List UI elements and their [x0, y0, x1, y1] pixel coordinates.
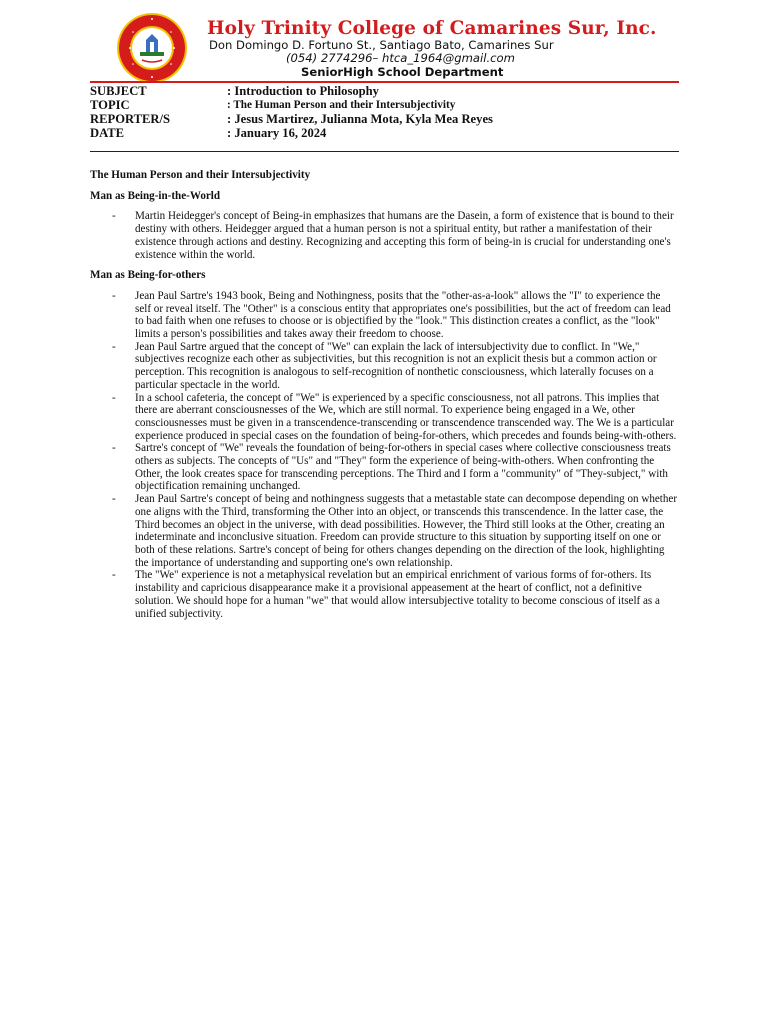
letterhead	[0, 0, 768, 82]
list-item-text: Jean Paul Sartre's 1943 book, Being and Nothingness, posits that the "other-as-a-look" allows the "I" to experience the self or reveal itself. The "Other" is a conscious entity that appropriates one's possibilities, but the act of freedom can lead to bad faith when one refuses to choose or is objectified by the "look." This distinction creates a conflict, as the "look" limits a person's possibilities and takes away their freedom to choose.	[135, 289, 671, 341]
report-meta	[90, 84, 680, 140]
list-item-text: Jean Paul Sartre's concept of being and nothingness suggests that a metastable state can decompose depending on whether one aligns with the Third, transforming the Other into an object, or transcends this transcendence. In the latter case, the Third becomes an object in the universe, with dead possibilities. However, the Third still looks at the Other, creating an indeterminate and inconclusive situation. Freedom can provide structure to this situation by supporting itself on one or both of these relations. Sartre's concept of being for others changes depending on the direction of the look, highlighting the importance of understanding and supporting one's own relationship.	[135, 493, 678, 569]
meta-row-date	[90, 126, 680, 140]
header-divider	[90, 81, 679, 83]
school-seal-icon	[116, 12, 188, 84]
list-item-text: Jean Paul Sartre argued that the concept of "We" can explain the lack of intersubjectivity due to conflict. In "We," subjectives recognize each other as subjectivities, but this recognition is not an explicit thesis but a common action or perception. This recognition is analogous to self-recognition of nonthetic consciousness, which laterally focuses on a particular spectacle in the world.	[135, 340, 657, 391]
meta-value: : Introduction to Philosophy	[227, 84, 379, 98]
meta-label: TOPIC	[90, 98, 130, 112]
meta-label: DATE	[90, 126, 125, 140]
list-item	[90, 392, 678, 443]
meta-divider	[90, 151, 679, 152]
list-item-text: Sartre's concept of "We" reveals the foundation of being-for-others in special cases where collective consciousness treats others as subjects. The concepts of "Us" and "They" form the experience of being-with-others. When confronting the Other, the look creates space for transcending perceptions. The Third and I form a "community" of "They-subject," with objectification remaining unchanged.	[135, 442, 671, 493]
list-item	[90, 341, 678, 392]
document-body	[90, 169, 678, 628]
section-heading: Man as Being-for-others	[90, 269, 206, 282]
bullet-dash-icon: -	[112, 289, 116, 302]
bullet-dash-icon: -	[112, 340, 116, 353]
bullet-list	[90, 290, 678, 620]
bullet-dash-icon: -	[112, 493, 116, 506]
bullet-dash-icon: -	[112, 391, 116, 404]
meta-row-subject	[90, 84, 680, 98]
bullet-dash-icon: -	[112, 210, 116, 223]
school-address: Don Domingo D. Fortuno St., Santiago Bato, Camarines Sur	[209, 38, 554, 52]
list-item-text: In a school cafeteria, the concept of "We" is experienced by a specific consciousness, not all patrons. This implies that there are aberrant consciousnesses of the We, which are still normal. To experience being engaged in a We, other consciousnesses must be given in a transcendence-transcending or transcendence transcended way. The We is a particular experience produced in special cases on the foundation of being-for-others, which precedes and founds being-with-others.	[135, 391, 677, 442]
list-item	[90, 442, 678, 493]
list-item	[90, 290, 678, 341]
meta-label: REPORTER/S	[90, 112, 171, 126]
document-title: The Human Person and their Intersubjectivity	[90, 169, 311, 181]
list-item	[90, 569, 678, 620]
list-item	[90, 493, 678, 569]
list-item-text: Martin Heidegger's concept of Being-in emphasizes that humans are the Dasein, a form of existence that is bound to their destiny with others. Heidegger argued that a human person is not a spiritual entity, but rather a manifestation of their existence through actions and destiny. Recognizing and accepting this form of being-in is crucial for understanding one's existence within the world.	[135, 210, 674, 261]
list-item	[90, 210, 678, 261]
school-name: Holy Trinity College of Camarines Sur, Inc.	[207, 18, 657, 39]
meta-value: : Jesus Martirez, Julianna Mota, Kyla Mea Reyes	[227, 112, 493, 126]
meta-value: : January 16, 2024	[227, 126, 327, 140]
bullet-dash-icon: -	[112, 442, 116, 455]
meta-label: SUBJECT	[90, 84, 147, 98]
list-item-text: The "We" experience is not a metaphysical revelation but an empirical enrichment of various forms of for-others. Its instability and capricious disappearance make it a provisional appeasement at the heart of conflict, not a definitive solution. We should hope for a human "we" that would allow intersubjective totality to become conscious of itself as a unified subjectivity.	[135, 569, 660, 620]
section-heading: Man as Being-in-the-World	[90, 189, 221, 202]
meta-row-topic	[90, 98, 680, 112]
school-contact: (054) 2774296– htca_1964@gmail.com	[286, 51, 515, 65]
meta-value: : The Human Person and their Intersubjectivity	[227, 99, 456, 111]
bullet-dash-icon: -	[112, 569, 116, 582]
bullet-list	[90, 210, 678, 261]
department-name: SeniorHigh School Department	[301, 65, 504, 79]
meta-row-reporters	[90, 112, 680, 126]
